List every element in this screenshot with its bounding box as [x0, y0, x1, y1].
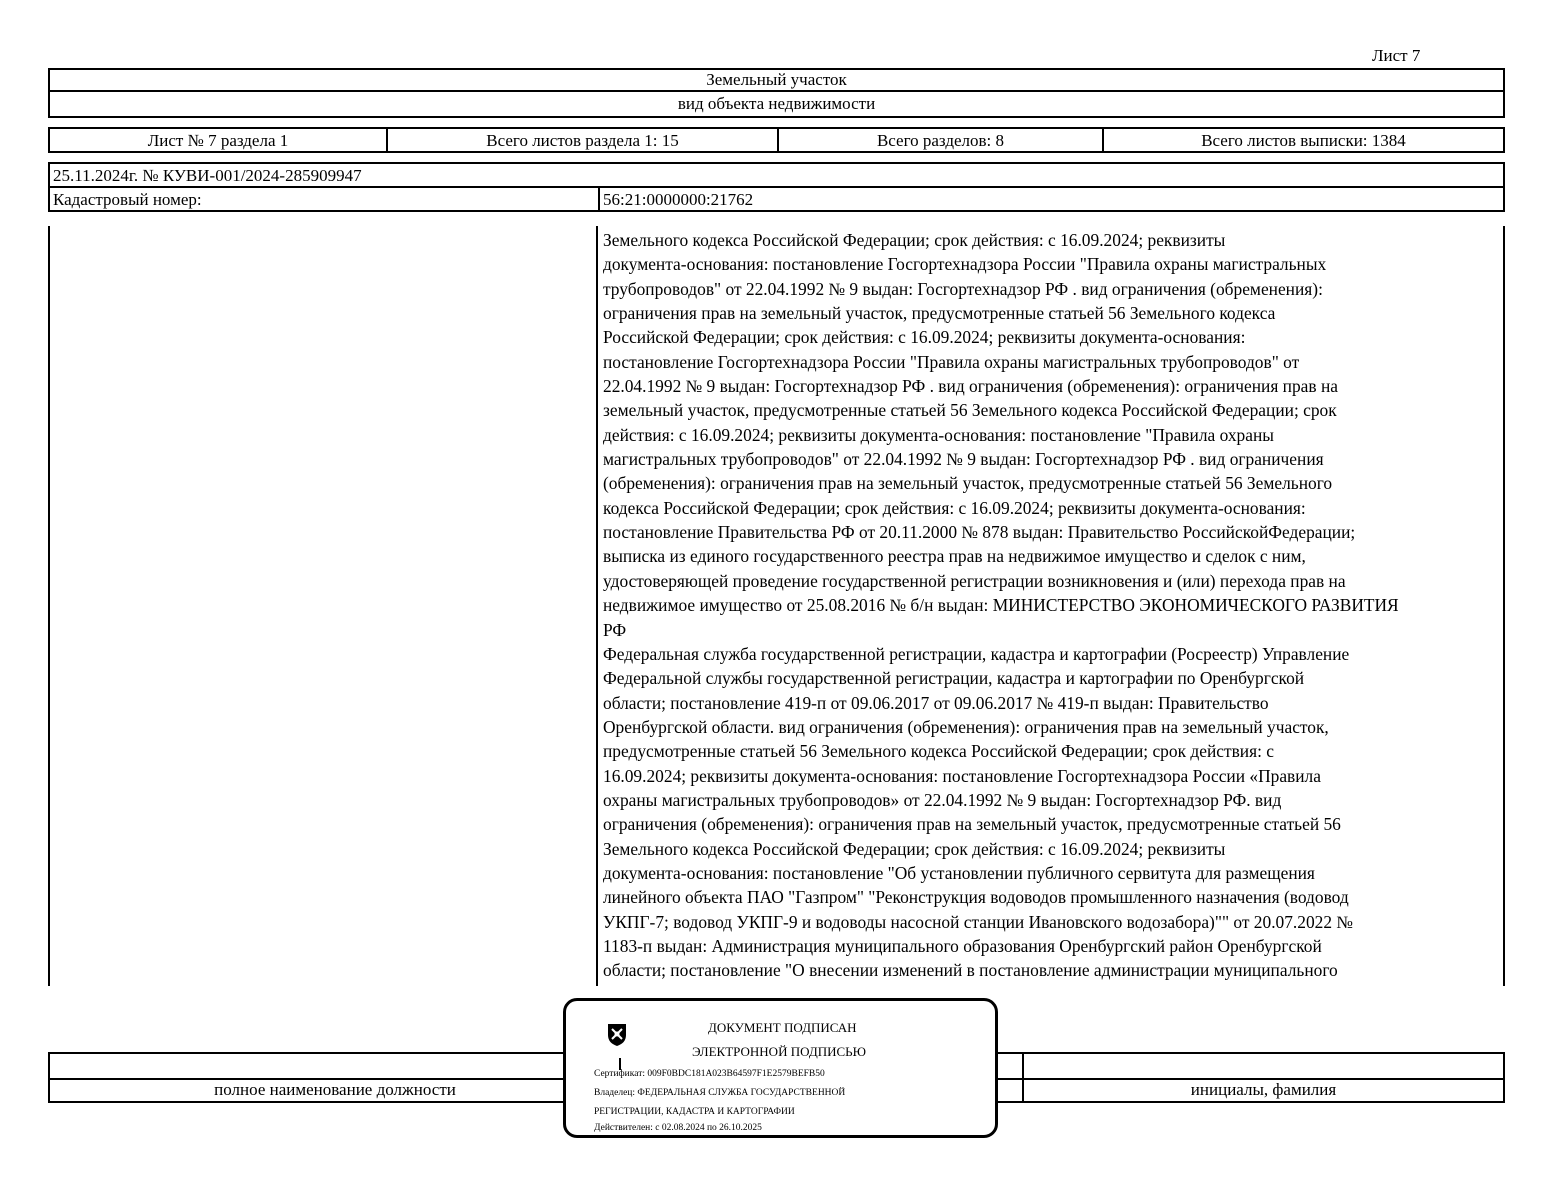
restrictions-text-line: постановление Правительства РФ от 20.11.2000 № 878 выдан: Правительство РоссийскойФедерации;	[603, 522, 1356, 543]
restrictions-text-line: 22.04.1992 № 9 выдан: Госгортехнадзор РФ . вид ограничения (обременения): ограничения прав на	[603, 376, 1338, 397]
column-divider	[596, 226, 598, 986]
restrictions-text-line: документа-основания: постановление "Об установлении публичного сервитута для размещения	[603, 862, 1315, 883]
stamp-certificate: Сертификат: 009F0BDC181A023B64597F1E2579BEFB50	[594, 1069, 825, 1079]
cadastral-label: Кадастровый номер:	[53, 190, 202, 209]
object-title: Земельный участок	[48, 68, 1505, 92]
position-label: полное наименование должности	[214, 1080, 456, 1099]
document-number-row	[48, 162, 1505, 188]
restrictions-text-line: ограничения (обременения): ограничения прав на земельный участок, предусмотренные статьей 56	[603, 814, 1341, 835]
restrictions-text-line: 16.09.2024; реквизиты документа-основания: постановление Госгортехнадзора России «Правила	[603, 765, 1321, 786]
object-subtitle-text: вид объекта недвижимости	[677, 94, 876, 113]
restrictions-text-line: Земельного кодекса Российской Федерации; срок действия: с 16.09.2024; реквизиты	[603, 838, 1226, 859]
total-extract-sheets: Всего листов выписки: 1384	[1201, 131, 1406, 150]
restrictions-text-line: (обременения): ограничения прав на земельный участок, предусмотренные статьей 56 Земельного	[603, 473, 1333, 494]
cadastral-value: 56:21:0000000:21762	[603, 190, 754, 209]
restrictions-text	[603, 228, 1503, 983]
electronic-signature-stamp	[563, 998, 998, 1138]
restrictions-text-line: Федеральной службы государственной регистрации, кадастра и картографии по Оренбургской	[603, 668, 1305, 689]
restrictions-text-line: охраны магистральных трубопроводов» от 22.04.1992 № 9 выдан: Госгортехнадзор РФ. вид	[603, 789, 1282, 810]
restrictions-text-line: 1183-п выдан: Администрация муниципального образования Оренбургский район Оренбургской	[603, 935, 1322, 956]
document-date-number: 25.11.2024г. № КУВИ-001/2024-285909947	[53, 166, 362, 185]
left-border	[48, 226, 50, 986]
restrictions-text-line: действия: с 16.09.2024; реквизиты документа-основания: постановление "Правила охраны	[603, 424, 1274, 445]
restrictions-text-line: постановление Госгортехнадзора России "Правила охраны магистральных трубопроводов" от	[603, 351, 1300, 372]
section-counts-row	[48, 127, 1505, 153]
restrictions-text-line: УКПГ-7; водовод УКПГ-9 и водоводы насосной станции Ивановского водозабора)"" от 20.07.2022 №	[603, 911, 1354, 932]
restrictions-text-line: недвижимое имущество от 25.08.2016 № б/н выдан: МИНИСТЕРСТВО ЭКОНОМИЧЕСКОГО РАЗВИТИЯ	[603, 595, 1399, 616]
stamp-validity: Действителен: с 02.08.2024 по 26.10.2025	[594, 1123, 762, 1133]
cadastral-row	[48, 186, 1505, 212]
restrictions-text-line: земельный участок, предусмотренные статьей 56 Земельного кодекса Российской Федерации; срок	[603, 400, 1337, 421]
restrictions-text-line: области; постановление 419-п от 09.06.2017 от 09.06.2017 № 419-п выдан: Правительство	[603, 692, 1269, 713]
restrictions-text-line: удостоверяющей проведение государственной регистрации возникновения и (или) перехода прав на	[603, 570, 1346, 591]
restrictions-text-line: ограничения прав на земельный участок, предусмотренные статьей 56 Земельного кодекса	[603, 303, 1276, 324]
stamp-owner-line2: РЕГИСТРАЦИИ, КАДАСТРА И КАРТОГРАФИИ	[594, 1107, 795, 1117]
right-border	[1503, 226, 1505, 986]
stamp-owner-line1: Владелец: ФЕДЕРАЛЬНАЯ СЛУЖБА ГОСУДАРСТВЕННОЙ	[594, 1088, 846, 1098]
sheet-of-section: Лист № 7 раздела 1	[50, 129, 388, 151]
object-subtitle	[48, 90, 1505, 118]
cadastral-divider	[598, 188, 600, 210]
restrictions-text-line: магистральных трубопроводов" от 22.04.1992 № 9 выдан: Госгортехнадзор РФ . вид ограничения	[603, 449, 1324, 470]
restrictions-text-line: Федеральная служба государственной регистрации, кадастра и картографии (Росреестр) Управление	[603, 643, 1350, 664]
restrictions-text-line: трубопроводов" от 22.04.1992 № 9 выдан: Госгортехнадзор РФ . вид ограничения (обременения):	[603, 278, 1323, 299]
restrictions-text-line: Земельного кодекса Российской Федерации; срок действия: с 16.09.2024; реквизиты	[603, 230, 1226, 250]
name-label: инициалы, фамилия	[1190, 1080, 1337, 1099]
restrictions-text-line: Оренбургской области. вид ограничения (обременения): ограничения прав на земельный участок,	[603, 716, 1329, 737]
restrictions-text-line: документа-основания: постановление Госгортехнадзора России "Правила охраны магистральных	[603, 254, 1327, 275]
restrictions-text-line: выписка из единого государственного реестра прав на недвижимое имущество и сделок с ним,	[603, 546, 1306, 567]
total-section-sheets: Всего листов раздела 1: 15	[388, 129, 779, 151]
restrictions-text-line: области; постановление "О внесении изменений в постановление администрации муниципального	[603, 960, 1338, 981]
restrictions-text-line: Российской Федерации; срок действия: с 16.09.2024; реквизиты документа-основания:	[603, 327, 1246, 348]
stamp-title-line1: ДОКУМЕНТ ПОДПИСАН	[708, 1020, 857, 1035]
restrictions-text-line: кодекса Российской Федерации; срок действия: с 16.09.2024; реквизиты документа-основания:	[603, 497, 1306, 518]
total-sections: Всего разделов: 8	[779, 129, 1104, 151]
sheet-label: Лист 7	[1372, 46, 1421, 65]
restrictions-text-line: РФ	[603, 619, 627, 640]
stamp-title-line2: ЭЛЕКТРОННОЙ ПОДПИСЬЮ	[692, 1044, 866, 1059]
restrictions-text-line: предусмотренные статьей 56 Земельного кодекса Российской Федерации; срок действия: с	[603, 741, 1274, 762]
coat-of-arms-icon	[606, 1021, 628, 1047]
restrictions-text-line: линейного объекта ПАО "Газпром" "Реконструкция водоводов промышленного назначения (водовод	[603, 887, 1349, 908]
